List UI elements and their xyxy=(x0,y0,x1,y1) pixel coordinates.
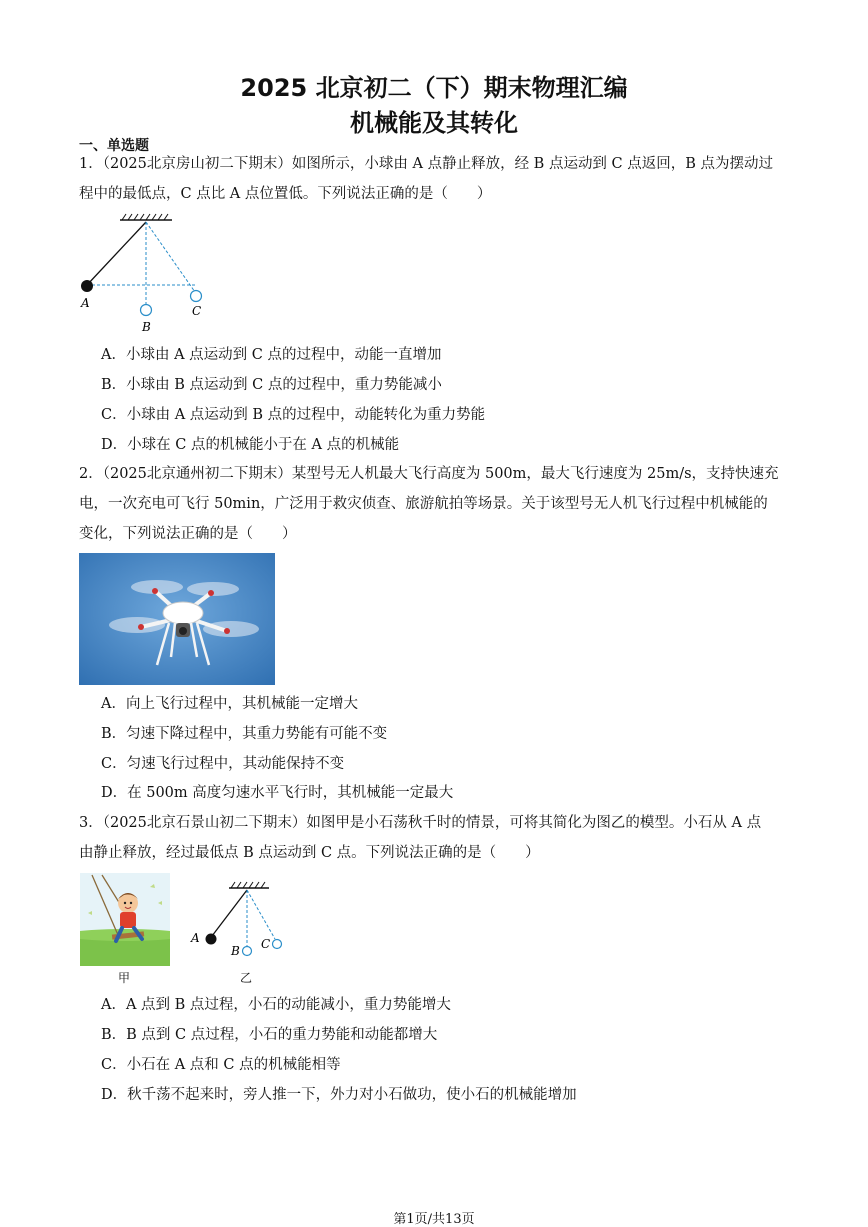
q1-string xyxy=(87,222,146,285)
q1-ceiling-hatch xyxy=(122,214,168,220)
q2-option-c: C．匀速飞行过程中，其动能保持不变 xyxy=(101,756,345,772)
doc-title: 2025 北京初二（下）期末物理汇编 xyxy=(240,74,628,102)
q3-option-c: C．小石在 A 点和 C 点的机械能相等 xyxy=(101,1057,341,1073)
q3-string xyxy=(212,890,247,936)
q3-option-b: B．B 点到 C 点过程，小石的重力势能和动能都增大 xyxy=(101,1027,438,1043)
q3-stem-line2: 由静止释放，经过最低点 B 点运动到 C 点。下列说法正确的是（ ） xyxy=(79,845,540,861)
q3-caption-jia: 甲 xyxy=(118,971,131,985)
q1-dashed-string-c xyxy=(146,222,195,292)
q1-stem-line2: 程中的最低点，C 点比 A 点位置低。下列说法正确的是（ ） xyxy=(79,186,492,202)
q3-caption-yi: 乙 xyxy=(240,971,253,985)
q2-stem-line1: 2．（2025北京通州初二下期末）某型号无人机最大飞行高度为 500m，最大飞行速度为 25m/s，支持快速充 xyxy=(79,466,779,482)
q1-label-a: A xyxy=(81,296,90,310)
q2-stem-line3: 变化，下列说法正确的是（ ） xyxy=(79,526,297,542)
q1-label-c: C xyxy=(192,304,202,318)
q1-ball-a xyxy=(81,280,93,292)
q2-option-d: D．在 500m 高度匀速水平飞行时，其机械能一定最大 xyxy=(101,785,454,801)
q3-ball-b xyxy=(243,947,252,956)
q3-swing-illustration xyxy=(80,873,170,966)
q1-option-c: C．小球由 A 点运动到 B 点的过程中，动能转化为重力势能 xyxy=(101,407,486,423)
q3-label-c: C xyxy=(261,937,271,951)
child-shirt xyxy=(120,912,136,928)
q2-option-b: B．匀速下降过程中，其重力势能有可能不变 xyxy=(101,726,388,742)
q3-label-a: A xyxy=(191,931,200,945)
q1-stem-line1: 1．（2025北京房山初二下期末）如图所示，小球由 A 点静止释放，经 B 点运动到 C 点返回，B 点为摆动过 xyxy=(79,156,774,172)
q1-option-a: A．小球由 A 点运动到 C 点的过程中，动能一直增加 xyxy=(101,347,442,363)
q1-ball-b xyxy=(141,305,152,316)
section-heading: 一、单选题 xyxy=(79,138,149,154)
q1-ball-c xyxy=(191,291,202,302)
q1-option-b: B．小球由 B 点运动到 C 点的过程中，重力势能减小 xyxy=(101,377,442,393)
q3-stem-line1: 3．（2025北京石景山初二下期末）如图甲是小石荡秋千时的情景，可将其简化为图乙的模型。小石从 A 点 xyxy=(79,815,762,831)
q2-option-a: A．向上飞行过程中，其机械能一定增大 xyxy=(101,696,358,712)
q3-option-a: A．A 点到 B 点过程，小石的动能减小，重力势能增大 xyxy=(101,997,451,1013)
q2-stem-line2: 电，一次充电可飞行 50min，广泛用于救灾侦查、旅游航拍等场景。关于该型号无人机飞行过程中机械能的 xyxy=(79,496,768,512)
doc-subtitle: 机械能及其转化 xyxy=(350,109,518,137)
drone-body xyxy=(163,602,203,624)
q3-label-b: B xyxy=(231,944,240,958)
q3-option-d: D．秋千荡不起来时，旁人推一下，外力对小石做功，使小石的机械能增加 xyxy=(101,1087,577,1103)
q3-ceiling-hatch xyxy=(231,882,265,888)
q1-label-b: B xyxy=(142,320,151,334)
q3-ball-a xyxy=(206,934,217,945)
q1-option-d: D．小球在 C 点的机械能小于在 A 点的机械能 xyxy=(101,437,400,453)
q3-ball-c xyxy=(273,940,282,949)
page-footer: 第1页/共13页 xyxy=(393,1212,475,1227)
q1-pendulum-figure xyxy=(78,210,218,340)
q3-dashed-string-c xyxy=(247,890,275,939)
q3-pendulum-model xyxy=(185,876,295,976)
q2-drone-photo xyxy=(79,553,275,685)
